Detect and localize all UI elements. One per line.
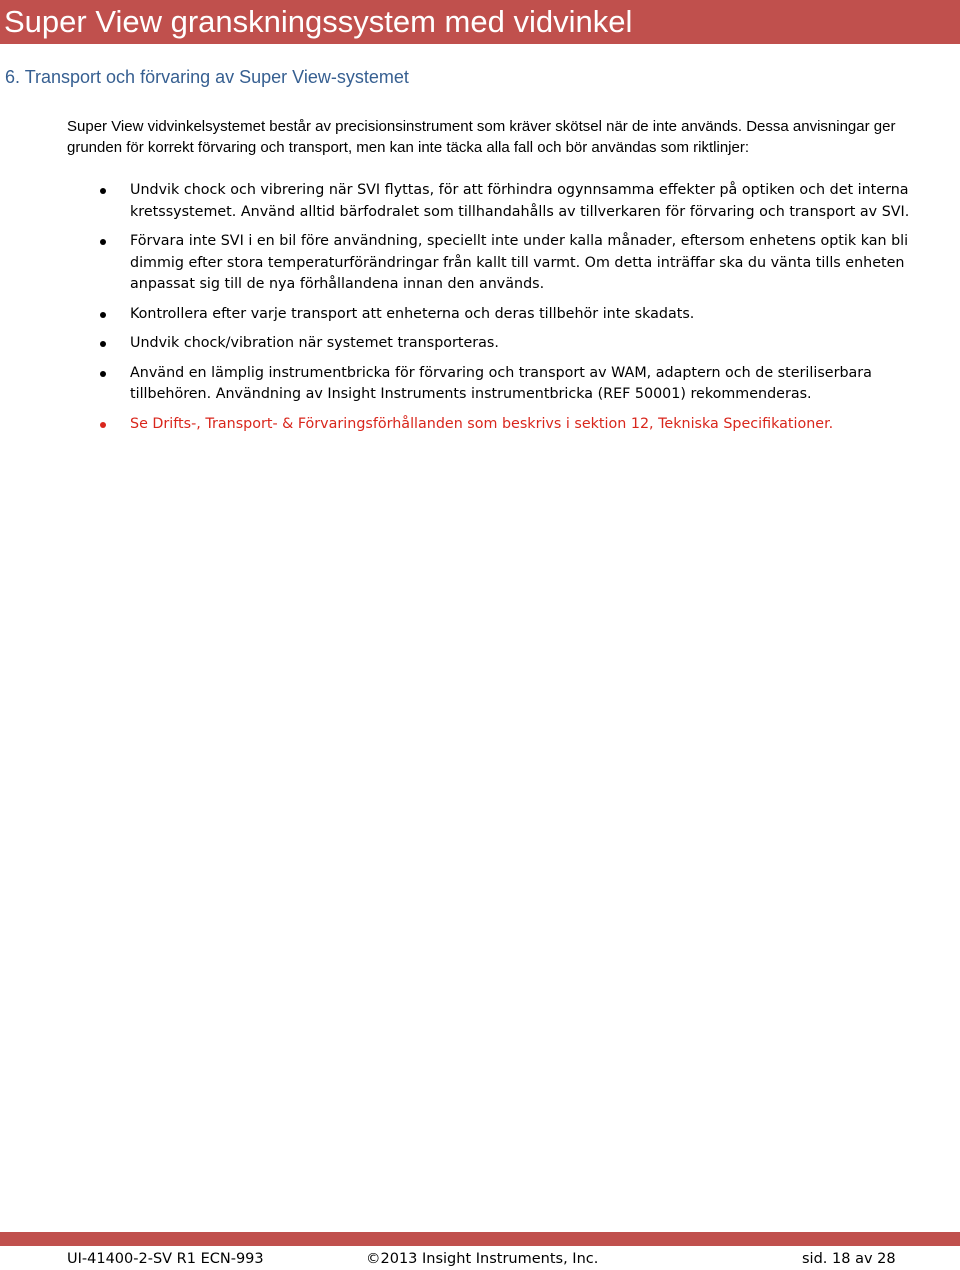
bullet-list <box>0 180 960 443</box>
section-heading: 6. Transport och förvaring av Super View-systemet <box>5 67 409 87</box>
bullet-icon <box>100 188 106 194</box>
bullet-text: Förvara inte SVI i en bil före användning, speciellt inte under kalla månader, eftersom enhetens optik kan bli dimmig efter stora temperaturförändringar från kallt till varmt. Om detta inträffar ska du vänta tills enheten anpassat sig till de nya förhållandena innan den används. <box>130 233 909 292</box>
footer-bar <box>0 1232 960 1246</box>
header-bar <box>0 0 960 44</box>
page-title: Super View granskningssystem med vidvinkel <box>4 4 633 39</box>
bullet-item <box>0 180 920 223</box>
bullet-icon <box>100 312 106 318</box>
bullet-text: Kontrollera efter varje transport att enheterna och deras tillbehör inte skadats. <box>130 305 695 322</box>
footer-doc-id: UI-41400-2-SV R1 ECN-993 <box>67 1251 264 1267</box>
intro-paragraph: Super View vidvinkelsystemet består av precisionsinstrument som kräver skötsel när de inte används. Dessa anvisningar ger grunden för korrekt förvaring och transport, men kan inte täcka alla fall och bör användas som riktlinjer: <box>67 118 896 156</box>
bullet-text: Undvik chock/vibration när systemet transporteras. <box>130 335 499 351</box>
footer-copyright: ©2013 Insight Instruments, Inc. <box>366 1251 599 1267</box>
bullet-icon <box>100 239 106 245</box>
bullet-icon <box>100 341 106 347</box>
bullet-icon <box>100 422 106 428</box>
bullet-item <box>0 231 920 296</box>
bullet-text: Se Drifts-, Transport- & Förvaringsförhållanden som beskrivs i sektion 12, Tekniska Specifikationer. <box>130 415 834 432</box>
bullet-text: Använd en lämplig instrumentbricka för förvaring och transport av WAM, adaptern och de steriliserbara tillbehören. Användning av Insight Instruments instrumentbricka (REF 50001) rekommenderas. <box>130 364 872 402</box>
bullet-item <box>0 304 920 326</box>
bullet-item <box>0 363 920 406</box>
bullet-item <box>0 333 920 355</box>
bullet-item-warning <box>0 414 920 436</box>
footer-page-number: sid. 18 av 28 <box>802 1251 896 1267</box>
bullet-text: Undvik chock och vibrering när SVI flyttas, för att förhindra ogynnsamma effekter på optiken och det interna kretssystemet. Använd alltid bärfodralet som tillhandahålls av tillverkaren för förvaring och transport av SVI. <box>130 182 910 220</box>
bullet-icon <box>100 371 106 377</box>
